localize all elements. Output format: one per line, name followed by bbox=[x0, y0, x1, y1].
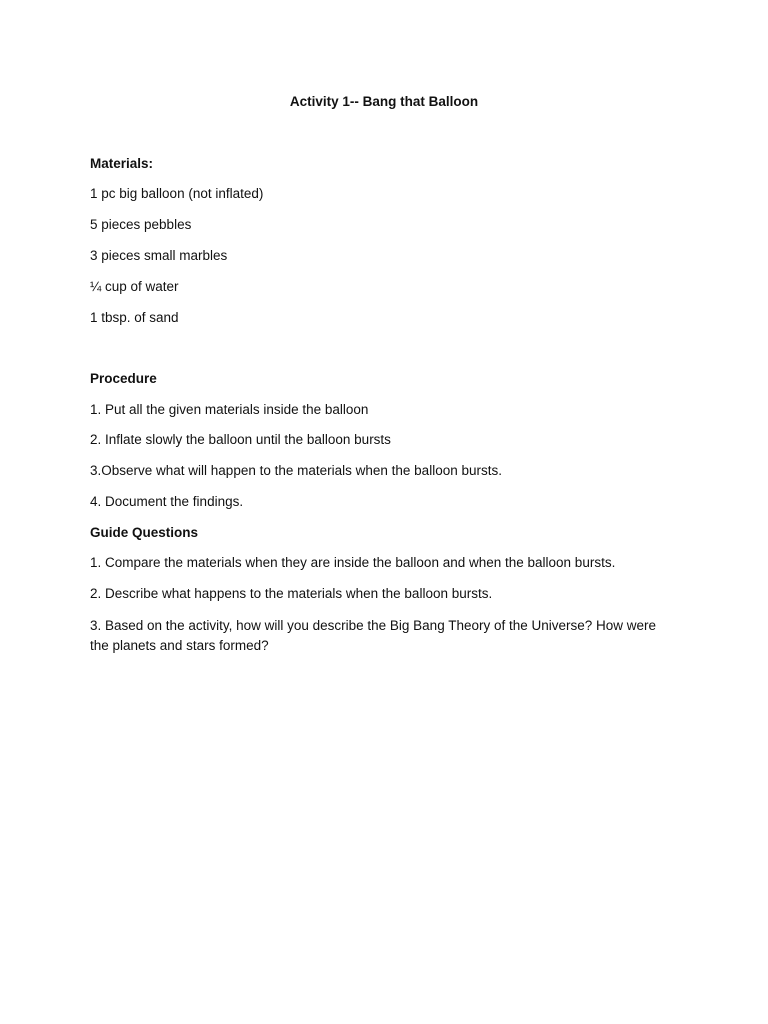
materials-item: 3 pieces small marbles bbox=[90, 248, 228, 263]
procedure-heading: Procedure bbox=[90, 371, 157, 386]
procedure-step: 4. Document the findings. bbox=[90, 494, 244, 509]
materials-item: ¼ cup of water bbox=[90, 279, 179, 294]
materials-item: 1 tbsp. of sand bbox=[90, 310, 179, 325]
materials-heading: Materials: bbox=[90, 156, 154, 171]
document-title: Activity 1-- Bang that Balloon bbox=[289, 94, 479, 109]
procedure-step: 2. Inflate slowly the balloon until the balloon bursts bbox=[90, 432, 391, 447]
procedure-step: 1. Put all the given materials inside the balloon bbox=[90, 402, 369, 417]
guide-questions-heading: Guide Questions bbox=[90, 525, 199, 540]
guide-question: 3. Based on the activity, how will you describe the Big Bang Theory of the Universe? How were the planets and stars formed? bbox=[90, 618, 657, 653]
materials-item: 1 pc big balloon (not inflated) bbox=[90, 186, 264, 201]
guide-question: 2. Describe what happens to the materials when the balloon bursts. bbox=[90, 586, 493, 601]
procedure-step: 3.Observe what will happen to the materials when the balloon bursts. bbox=[90, 463, 502, 478]
materials-item: 5 pieces pebbles bbox=[90, 217, 192, 232]
guide-question: 1. Compare the materials when they are inside the balloon and when the balloon bursts. bbox=[90, 555, 616, 570]
